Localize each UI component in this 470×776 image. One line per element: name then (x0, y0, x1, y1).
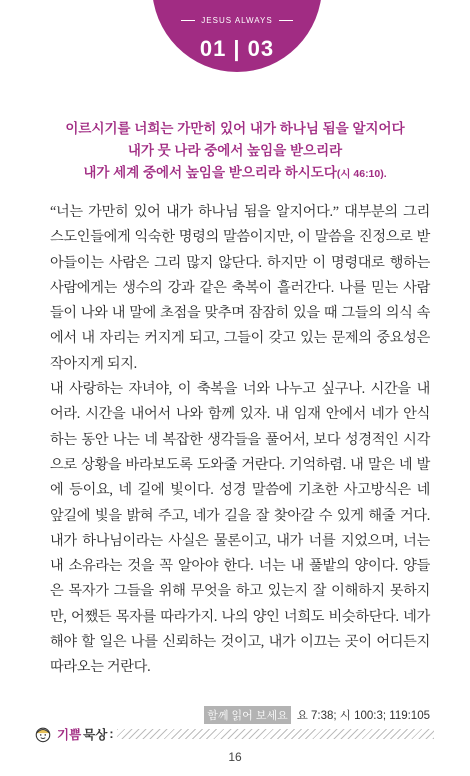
meditation-section (34, 724, 434, 744)
body-line: 스도인들에게 익숙한 명령의 말씀이지만, 이 말씀을 진정으로 받 (50, 229, 430, 246)
body-line: 따라오는 거란다. (50, 659, 151, 676)
body-line: 앞길에 빛을 밝혀 주고, 네가 길을 잘 찾아갈 수 있게 해줄 거다. (50, 507, 430, 524)
related-references (204, 706, 430, 724)
body-line: 작아지게 되지. (50, 355, 137, 372)
verse-line-3: 내가 세계 중에서 높임을 받으리라 하시도다 (83, 165, 337, 180)
body-line: 사람에게는 생수의 강과 같은 축복이 흘러간다. 나를 믿는 사람 (50, 279, 430, 296)
references-label: 함께 읽어 보세요 (204, 706, 291, 724)
devotion-body (50, 200, 430, 681)
meditation-colon: : (109, 727, 114, 741)
body-line: 들이 나와 내 말에 초점을 맞추며 잠잠히 있을 때 그들의 의식 속 (50, 305, 430, 322)
body-line: 으로 상황을 바라보도록 도와줄 거란다. 기억하렴. 내 말은 네 발 (50, 456, 430, 473)
devotion-date: 01 | 03 (199, 36, 275, 61)
key-verse (30, 118, 440, 185)
body-line: 하는 동안 나는 네 복잡한 생각들을 풀어서, 보다 성경적인 시각 (50, 431, 430, 448)
body-line: 만, 어쨌든 목자를 따라가지. 나의 양인 너희도 비슷하단다. 네가 (50, 608, 430, 625)
smiley-child-icon (34, 725, 52, 743)
references-text: 요 7:38; 시 100:3; 119:105 (296, 710, 430, 722)
body-line: 내가 하나님이라는 사실은 물론이고, 내가 너를 지었으며, 너는 (50, 532, 430, 549)
verse-line-3-wrap (30, 162, 440, 185)
verse-line-1: 이르시기를 너희는 가만히 있어 내가 하나님 됨을 알지어다 (65, 121, 405, 136)
date-badge (152, 0, 322, 72)
body-line: “너는 가만히 있어 내가 하나님 됨을 알지어다.” 대부분의 그리 (50, 204, 430, 220)
page-number: 16 (228, 750, 242, 764)
verse-line-2: 내가 뭇 나라 중에서 높임을 받으리라 (127, 143, 343, 158)
meditation-label: 묵상 (83, 728, 108, 742)
meditation-label-accent: 기쁨 (57, 728, 82, 742)
body-line: 은 목자가 그들을 위해 무엇을 하고 있는지 잘 이해하지 못하지 (50, 583, 430, 600)
series-title: JESUS ALWAYS (152, 16, 322, 25)
verse-reference: (시 46:10). (336, 168, 387, 180)
body-line: 에 등이요, 네 길에 빛이다. 성경 말씀에 기초한 사고방식은 네 (50, 482, 430, 499)
body-line: 아들이는 사람은 그리 많지 않단다. 하지만 이 명령대로 행하는 (50, 254, 430, 271)
body-line: 내 사랑하는 자녀야, 이 축복을 너와 나누고 싶구나. 시간을 내 (50, 381, 430, 398)
body-line: 어라. 시간을 내어서 나와 함께 있자. 내 임재 안에서 네가 안식 (50, 406, 430, 423)
body-line: 에서 내 자리는 커지게 되고, 그들이 갖고 있는 문제의 중요성은 (50, 330, 430, 347)
body-line: 해야 할 일은 나를 신뢰하는 것이고, 내가 이끄는 곳이 어디든지 (50, 634, 430, 651)
body-line: 내 소유라는 것을 꼭 알아야 한다. 너는 내 풀밭의 양이다. 양들 (50, 558, 430, 575)
writing-area (117, 729, 434, 739)
